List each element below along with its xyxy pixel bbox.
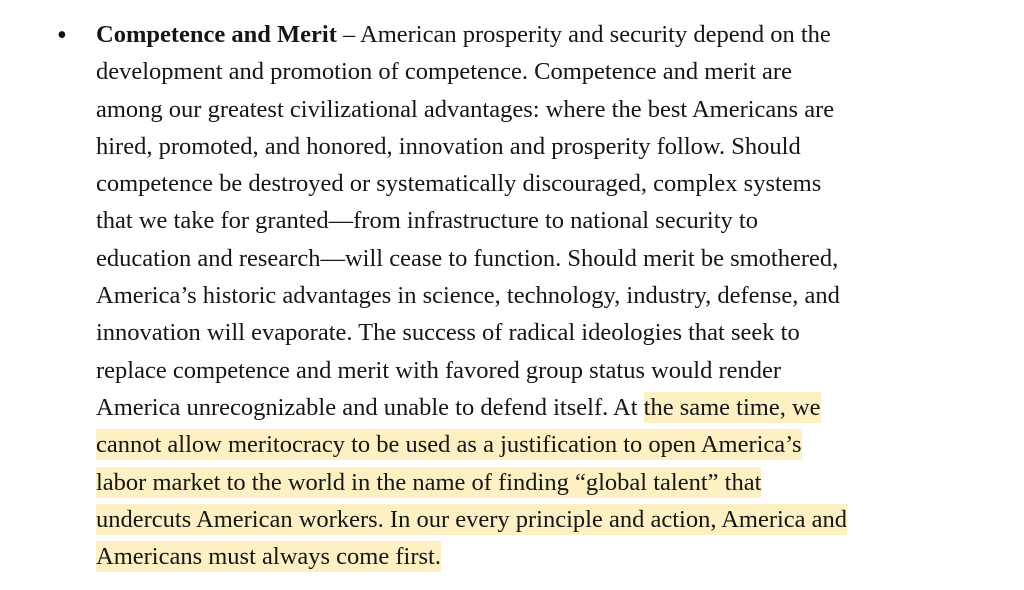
text-run: America unrecognizable and unable to defend itself. At xyxy=(96,393,644,421)
lead-heading: Competence and Merit xyxy=(96,21,337,48)
highlighted-text: the same time, we xyxy=(643,393,821,421)
text-line: hired, promoted, and honored, innovation and prosperity follow. Should xyxy=(96,132,801,160)
text-line xyxy=(96,389,996,426)
text-line xyxy=(96,16,996,53)
paragraph xyxy=(96,16,996,575)
text-line: innovation will evaporate. The success of radical ideologies that seek to xyxy=(96,319,800,347)
text-line: education and research—will cease to function. Should merit be smothered, xyxy=(96,244,839,272)
highlighted-text: undercuts American workers. In our every principle and action, America and xyxy=(96,505,848,533)
text-line: competence be destroyed or systematically discouraged, complex systems xyxy=(96,170,822,198)
text-line xyxy=(96,501,996,538)
highlighted-text: Americans must always come first. xyxy=(96,543,441,571)
text-line xyxy=(96,464,996,501)
text-line: America’s historic advantages in science, technology, industry, defense, and xyxy=(96,282,840,310)
text-line: development and promotion of competence. Competence and merit are xyxy=(96,58,792,86)
text-line xyxy=(96,538,996,575)
text-line: among our greatest civilizational advantages: where the best Americans are xyxy=(96,95,835,123)
highlighted-text: cannot allow meritocracy to be used as a justification to open America’s xyxy=(96,431,802,459)
text-line xyxy=(96,426,996,463)
text-line: that we take for granted—from infrastructure to national security to xyxy=(96,207,758,235)
text-line: replace competence and merit with favored group status would render xyxy=(96,356,782,384)
bullet-point: • xyxy=(57,20,67,51)
highlighted-text: labor market to the world in the name of finding “global talent” that xyxy=(96,468,762,496)
text-run: – American prosperity and security depend on the xyxy=(336,21,831,48)
